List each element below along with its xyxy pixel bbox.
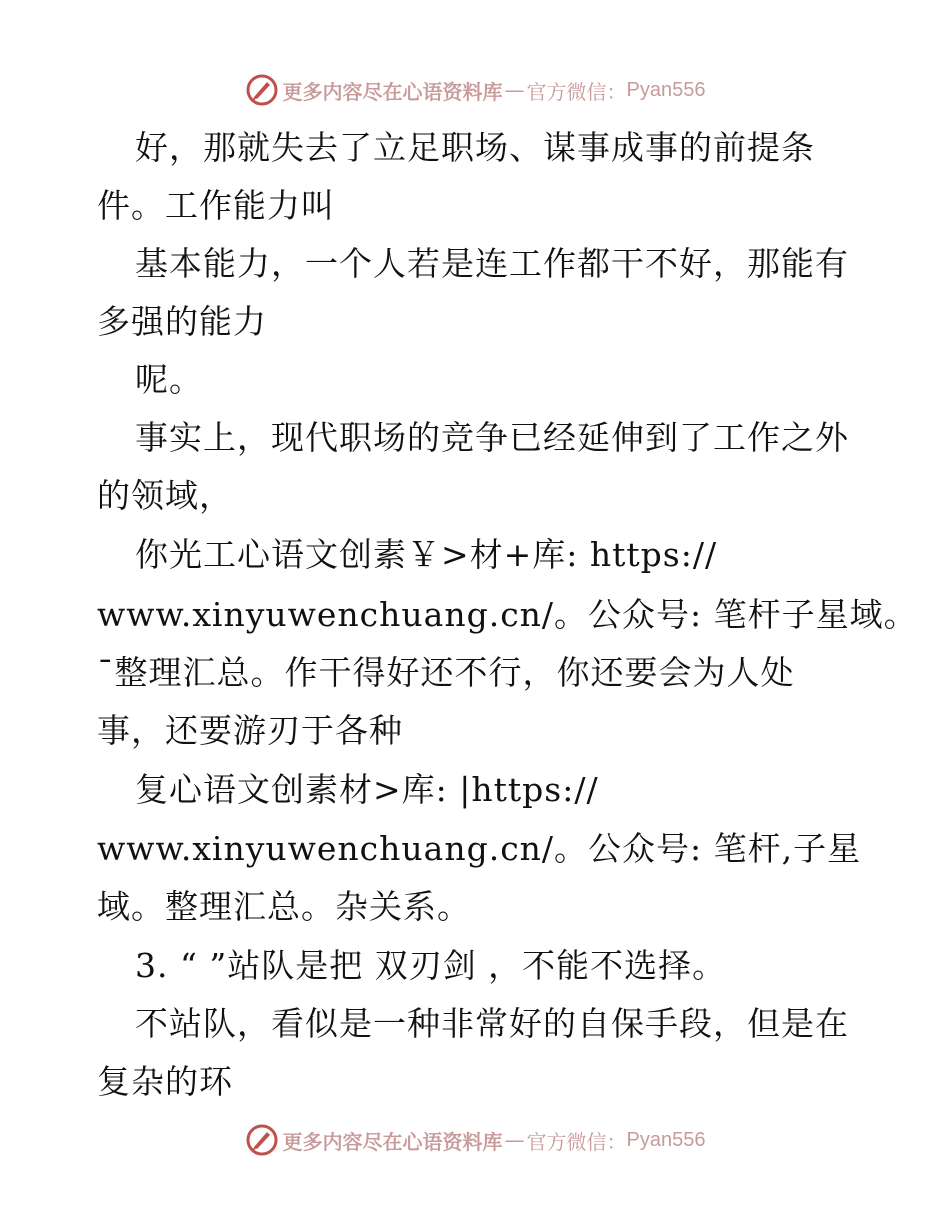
body-line: 件。工作能力叫 (97, 186, 335, 225)
watermark-separator: — (504, 78, 525, 102)
watermark-wechat-label: 官方微信： (526, 79, 627, 104)
body-line: 你光工心语文创素￥>材+库: https:// (135, 535, 718, 574)
body-line: 基本能力，一个人若是连工作都干不好，那能有 (135, 244, 849, 283)
body-line: ¯整理汇总。作干得好还不行，你还要会为人处 (97, 653, 795, 692)
body-line: 3. “ ”站队是把 双刃剑 ，不能不选择。 (135, 946, 727, 985)
header-watermark (0, 70, 950, 110)
body-line: 呢。 (135, 360, 203, 399)
body-line: 复杂的环 (97, 1062, 233, 1101)
quill-circle-icon (245, 73, 279, 107)
watermark-wechat-label: 官方微信： (526, 1129, 627, 1154)
body-line: 好，那就失去了立足职场、谋事成事的前提条 (135, 128, 815, 167)
body-line: www.xinyuwenchuang.cn/。公众号: 笔杆子星域。 (97, 595, 918, 634)
body-line: 域。整理汇总。杂关系。 (97, 887, 471, 926)
body-line: 的领域， (97, 476, 233, 515)
watermark-wechat-id: Pyan556 (626, 78, 706, 101)
watermark-site-text: 更多内容尽在心语资料库 (282, 79, 503, 104)
body-line: 不站队，看似是一种非常好的自保手段，但是在 (135, 1004, 849, 1043)
body-line: 事实上，现代职场的竞争已经延伸到了工作之外 (135, 418, 849, 457)
body-line: 复心语文创素材>库: |https:// (135, 770, 599, 809)
footer-watermark (0, 1120, 950, 1160)
watermark-wechat-id: Pyan556 (626, 1128, 706, 1151)
watermark-site-text: 更多内容尽在心语资料库 (282, 1129, 503, 1154)
body-line: 事，还要游刃于各种 (97, 711, 403, 750)
body-line: www.xinyuwenchuang.cn/。公众号: 笔杆,子星 (97, 829, 862, 868)
quill-circle-icon (245, 1123, 279, 1157)
watermark-separator: — (504, 1128, 525, 1152)
body-line: 多强的能力 (97, 302, 267, 341)
